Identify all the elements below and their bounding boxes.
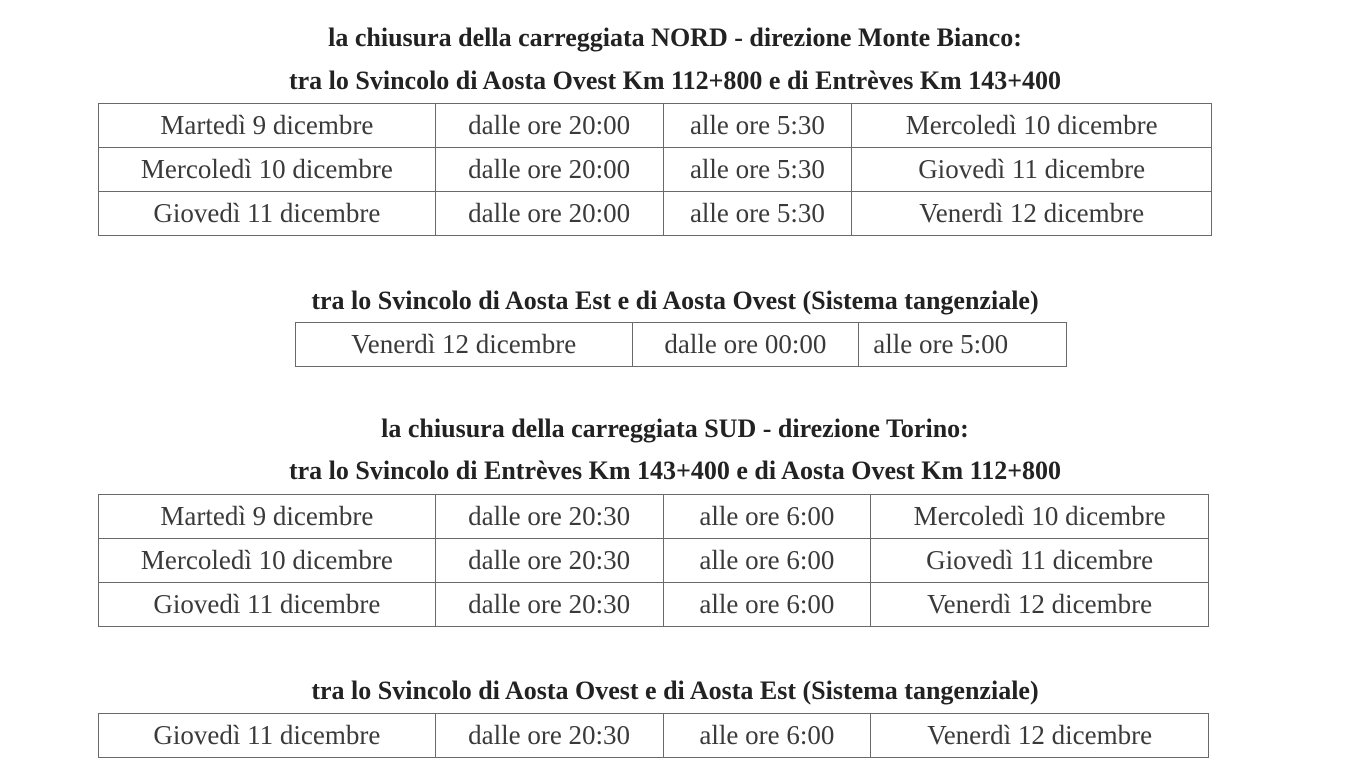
end-day: Giovedì 11 dicembre — [871, 539, 1209, 583]
start-day: Mercoledì 10 dicembre — [99, 539, 436, 583]
sud-schedule-table — [98, 494, 1209, 627]
end-day: Mercoledì 10 dicembre — [852, 104, 1212, 148]
nord-schedule-table — [98, 103, 1212, 236]
end-time: alle ore 6:00 — [663, 539, 871, 583]
table-row — [99, 583, 1209, 627]
table-row — [99, 148, 1212, 192]
section-nord-title: la chiusura della carreggiata NORD - direzione Monte Bianco: — [328, 23, 1022, 52]
end-day: Venerdì 12 dicembre — [871, 583, 1209, 627]
end-time: alle ore 5:30 — [663, 192, 852, 236]
section-sud-subtitle: tra lo Svincolo di Entrèves Km 143+400 e di Aosta Ovest Km 112+800 — [288, 456, 1062, 485]
table-row — [296, 323, 1067, 367]
start-day: Giovedì 11 dicembre — [99, 714, 436, 758]
table-row — [99, 192, 1212, 236]
start-time: dalle ore 20:30 — [435, 539, 663, 583]
section-sud-title: la chiusura della carreggiata SUD - direzione Torino: — [381, 414, 969, 443]
table-row — [99, 104, 1212, 148]
end-time: alle ore 6:00 — [663, 714, 871, 758]
start-day: Martedì 9 dicembre — [99, 495, 436, 539]
end-day: Giovedì 11 dicembre — [852, 148, 1212, 192]
start-day: Giovedì 11 dicembre — [99, 583, 436, 627]
section-tangenziale-1-subtitle: tra lo Svincolo di Aosta Est e di Aosta Ovest (Sistema tangenziale) — [311, 286, 1039, 315]
start-time: dalle ore 20:00 — [435, 148, 663, 192]
end-time: alle ore 6:00 — [663, 583, 871, 627]
section-nord-subtitle: tra lo Svincolo di Aosta Ovest Km 112+800 e di Entrèves Km 143+400 — [288, 66, 1062, 95]
end-time: alle ore 5:30 — [663, 148, 852, 192]
start-time: dalle ore 20:00 — [435, 104, 663, 148]
start-day: Mercoledì 10 dicembre — [99, 148, 436, 192]
table-row — [99, 714, 1209, 758]
start-time: dalle ore 20:30 — [435, 583, 663, 627]
tangenziale-1-schedule-table — [295, 322, 1067, 367]
table-row — [99, 539, 1209, 583]
start-day: Martedì 9 dicembre — [99, 104, 436, 148]
end-time: alle ore 5:30 — [663, 104, 852, 148]
start-time: dalle ore 20:00 — [435, 192, 663, 236]
end-day: Venerdì 12 dicembre — [871, 714, 1209, 758]
end-time: alle ore 5:00 — [859, 323, 1067, 367]
start-day: Giovedì 11 dicembre — [99, 192, 436, 236]
start-time: dalle ore 00:00 — [632, 323, 859, 367]
section-tangenziale-2-subtitle: tra lo Svincolo di Aosta Ovest e di Aosta Est (Sistema tangenziale) — [311, 676, 1039, 705]
start-day: Venerdì 12 dicembre — [296, 323, 633, 367]
start-time: dalle ore 20:30 — [435, 714, 663, 758]
tangenziale-2-schedule-table — [98, 713, 1209, 758]
end-day: Mercoledì 10 dicembre — [871, 495, 1209, 539]
end-day: Venerdì 12 dicembre — [852, 192, 1212, 236]
end-time: alle ore 6:00 — [663, 495, 871, 539]
start-time: dalle ore 20:30 — [435, 495, 663, 539]
table-row — [99, 495, 1209, 539]
